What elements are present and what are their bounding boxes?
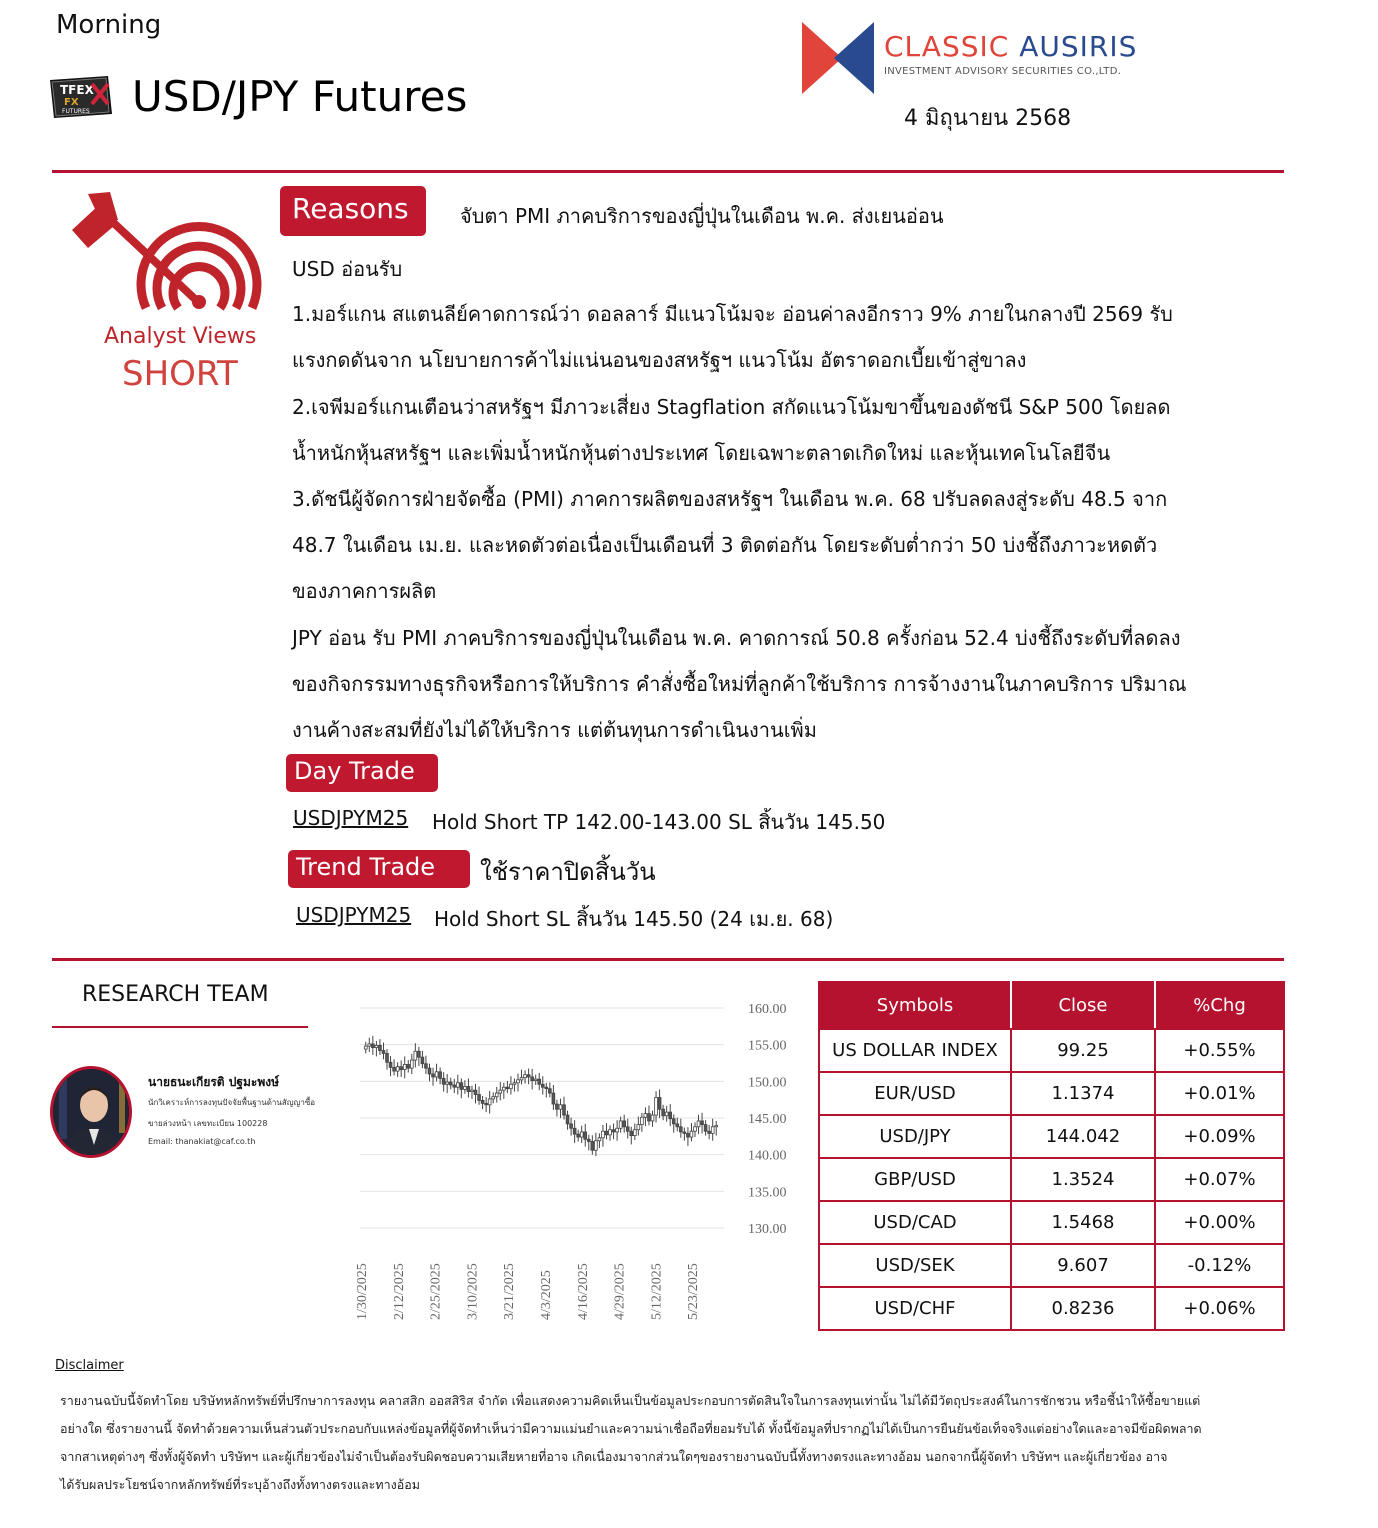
candle	[449, 1078, 452, 1090]
candle	[463, 1080, 466, 1094]
candle	[499, 1082, 502, 1100]
x-tick-label: 3/10/2025	[465, 1263, 481, 1320]
candle	[520, 1070, 523, 1085]
chart-x-ticks	[355, 1263, 701, 1320]
candle	[534, 1075, 537, 1085]
candle	[609, 1125, 612, 1140]
y-tick-label: 155.00	[748, 1038, 787, 1054]
column-header-close: Close	[1011, 982, 1155, 1029]
candle	[400, 1060, 403, 1077]
candle	[602, 1125, 605, 1147]
reasons-badge: Reasons	[280, 186, 426, 236]
cell-chg: +0.55%	[1155, 1029, 1284, 1072]
x-tick-label: 2/25/2025	[428, 1263, 444, 1320]
reason-line: 3.ดัชนีผู้จัดการฝ่ายจัดซื้อ (PMI) ภาคการผลิตของสหรัฐฯ ในเดือน พ.ค. 68 ปรับลดลงสู่ระดับ 48.5 จาก	[292, 487, 1168, 511]
candle	[478, 1086, 481, 1104]
candle	[474, 1084, 477, 1103]
candle	[548, 1082, 551, 1097]
reason-line: 48.7 ในเดือน เม.ย. และหดตัวต่อเนื่องเป็นเดือนที่ 3 ติดต่อกัน โดยระดับต่ำกว่า 50 บ่งชี้ถึงภาวะหดตัว	[292, 533, 1158, 557]
svg-text:FX: FX	[64, 97, 79, 108]
cell-symbol: USD/CHF	[819, 1287, 1011, 1330]
analyst-avatar	[50, 1066, 132, 1158]
candle	[690, 1123, 693, 1141]
candle	[421, 1051, 424, 1068]
chart-y-ticks	[748, 1002, 787, 1237]
candle	[584, 1124, 587, 1147]
classic-ausiris-logo	[802, 22, 874, 94]
candle	[676, 1118, 679, 1132]
candle	[485, 1097, 488, 1112]
candle	[495, 1087, 498, 1103]
column-header-symbols: Symbols	[819, 982, 1011, 1029]
session-label: Morning	[56, 10, 162, 40]
cell-symbol: USD/SEK	[819, 1244, 1011, 1287]
report-date: 4 มิถุนายน 2568	[904, 106, 1072, 131]
cell-close: 99.25	[1011, 1029, 1155, 1072]
candle	[471, 1086, 474, 1099]
candle	[364, 1042, 367, 1054]
candle	[616, 1120, 619, 1141]
candle	[368, 1038, 371, 1052]
candle	[669, 1104, 672, 1126]
candle	[570, 1118, 573, 1136]
candle	[510, 1076, 513, 1094]
candle	[566, 1111, 569, 1130]
trend-trade-badge: Trend Trade	[288, 850, 470, 888]
x-tick-label: 3/21/2025	[502, 1263, 518, 1320]
x-tick-label: 1/30/2025	[355, 1263, 370, 1320]
header-divider	[52, 170, 1284, 173]
candle	[679, 1119, 682, 1138]
analyst-position: SHORT	[122, 354, 238, 394]
research-team-underline	[52, 1026, 308, 1028]
y-tick-label: 145.00	[748, 1112, 787, 1127]
table-row	[819, 1158, 1284, 1201]
candle	[492, 1092, 495, 1103]
tfex-logo	[46, 74, 116, 120]
candle	[432, 1068, 435, 1086]
candle	[389, 1056, 392, 1076]
target-dart-icon	[62, 190, 272, 330]
cell-chg: +0.00%	[1155, 1201, 1284, 1244]
reason-line: งานค้างสะสมที่ยังไม่ได้ให้บริการ แต่ต้นทุนการดำเนินงานเพิ่ม	[292, 718, 817, 742]
candle	[612, 1124, 615, 1140]
cell-chg: -0.12%	[1155, 1244, 1284, 1287]
table-row	[819, 1029, 1284, 1072]
candle	[435, 1064, 438, 1082]
y-tick-label: 140.00	[748, 1148, 787, 1164]
table-row	[819, 1244, 1284, 1287]
x-tick-label: 2/12/2025	[391, 1263, 407, 1320]
candle	[556, 1100, 559, 1117]
candle	[708, 1125, 711, 1139]
candle	[538, 1073, 541, 1090]
candle	[386, 1049, 389, 1070]
candle	[425, 1056, 428, 1074]
x-tick-label: 4/3/2025	[539, 1270, 554, 1320]
cell-chg: +0.01%	[1155, 1072, 1284, 1115]
cell-chg: +0.09%	[1155, 1115, 1284, 1158]
table-row	[819, 1072, 1284, 1115]
candle	[417, 1047, 420, 1066]
candle	[665, 1106, 668, 1122]
candle	[694, 1122, 697, 1137]
cell-close: 1.1374	[1011, 1072, 1155, 1115]
candle	[637, 1117, 640, 1136]
table-row	[819, 1287, 1284, 1330]
brand-name-first: CLASSIC	[884, 30, 1020, 63]
reason-line: JPY อ่อน รับ PMI ภาคบริการของญี่ปุ่นในเดือน พ.ค. คาดการณ์ 50.8 ครั้งก่อน 52.4 บ่งชี้ถึงระดับที่ลดลง	[292, 626, 1181, 650]
candle	[552, 1085, 555, 1110]
brand-name-second: AUSIRIS	[1019, 30, 1138, 63]
candle	[704, 1120, 707, 1135]
brand-subtitle: INVESTMENT ADVISORY SECURITIES CO.,LTD.	[884, 66, 1122, 77]
candle	[640, 1113, 643, 1132]
candle	[446, 1074, 449, 1093]
trend-trade-recommendation: Hold Short SL สิ้นวัน 145.50 (24 เม.ย. 68)	[434, 907, 834, 931]
x-tick-label: 5/12/2025	[649, 1263, 665, 1320]
candle	[619, 1117, 622, 1133]
research-team-title: RESEARCH TEAM	[82, 982, 269, 1007]
candle	[715, 1121, 718, 1136]
reason-line: 2.เจพีมอร์แกนเตือนว่าสหรัฐฯ มีภาวะเสี่ยง Stagflation สกัดแนวโน้มขาขึ้นของดัชนี S&P 500 โดยลด	[292, 395, 1171, 419]
disclaimer-title: Disclaimer	[55, 1358, 124, 1373]
candle	[701, 1113, 704, 1134]
analyst-views-label: Analyst Views	[104, 324, 257, 349]
candle	[633, 1124, 636, 1141]
cell-symbol: US DOLLAR INDEX	[819, 1029, 1011, 1072]
analyst-email: Email: thanakiat@caf.co.th	[148, 1137, 256, 1146]
usdjpy-price-chart	[352, 996, 808, 1328]
trend-trade-note: ใช้ราคาปิดสิ้นวัน	[480, 858, 656, 886]
candle	[573, 1120, 576, 1143]
cell-symbol: USD/JPY	[819, 1115, 1011, 1158]
trend-trade-symbol: USDJPYM25	[296, 903, 412, 927]
candle	[541, 1076, 544, 1094]
y-tick-label: 130.00	[748, 1222, 787, 1237]
disclaimer-line: ได้รับผลประโยชน์จากหลักทรัพย์ที่ระบุอ้างถึงทั้งทางตรงและทางอ้อม	[60, 1477, 420, 1492]
candle	[410, 1054, 413, 1074]
cell-symbol: EUR/USD	[819, 1072, 1011, 1115]
candle	[531, 1069, 534, 1090]
candle	[517, 1074, 520, 1092]
x-tick-label: 4/29/2025	[612, 1263, 628, 1320]
day-trade-recommendation: Hold Short TP 142.00-143.00 SL สิ้นวัน 145.50	[432, 810, 886, 834]
table-row	[819, 1201, 1284, 1244]
person-icon	[53, 1069, 132, 1158]
day-trade-badge: Day Trade	[286, 754, 438, 792]
cell-chg: +0.07%	[1155, 1158, 1284, 1201]
cell-close: 9.607	[1011, 1244, 1155, 1287]
y-tick-label: 160.00	[748, 1002, 787, 1017]
svg-text:TFEX: TFEX	[60, 83, 94, 97]
table-header-row	[819, 982, 1284, 1029]
reason-line: น้ำหนักหุ้นสหรัฐฯ และเพิ่มน้ำหนักหุ้นต่างประเทศ โดยเฉพาะตลาดเกิดใหม่ และหุ้นเทคโนโลยีจีน	[292, 441, 1111, 465]
candle	[672, 1114, 675, 1132]
reasons-headline: จับตา PMI ภาคบริการของญี่ปุ่นในเดือน พ.ค. ส่งเยนอ่อน	[460, 204, 944, 228]
candle	[481, 1096, 484, 1109]
candle	[371, 1036, 374, 1055]
candle	[403, 1056, 406, 1078]
cell-close: 144.042	[1011, 1115, 1155, 1158]
x-tick-label: 4/16/2025	[575, 1263, 591, 1320]
analyst-name: นายธนะเกียรติ ปฐมะพงษ์	[148, 1075, 280, 1089]
y-tick-label: 135.00	[748, 1185, 787, 1201]
candle	[502, 1083, 505, 1099]
candle	[658, 1089, 661, 1118]
disclaimer-line: อย่างใด ซึ่งรายงานนี้ จัดทำด้วยความเห็นส่วนตัวประกอบกับแหล่งข้อมูลที่ผู้จัดทำเห็นว่ามีความแม่นยำและความน่าเชื่อถือที่ยอมรับได้ ทั้งนี้ข้อมูลที่ปรากฏไม่ได้เป็นการยืนยันข้อเท็จจริงแต่อย่างใดและอาจมีข้อผิดพลาด	[60, 1421, 1202, 1436]
brand-name	[884, 30, 1137, 63]
reason-line: แรงกดดันจาก นโยบายการค้าไม่แน่นอนของสหรัฐฯ แนวโน้ม อัตราดอกเบี้ยเข้าสู่ขาลง	[292, 348, 1027, 372]
analyst-role: นักวิเคราะห์การลงทุนปัจจัยพื้นฐานด้านสัญญาซื้อ	[148, 1098, 316, 1107]
reason-line: ของกิจกรรมทางธุรกิจหรือการให้บริการ คำสั่งซื้อใหม่ที่ลูกค้าใช้บริการ การจ้างงานในภาคบริการ ปริมาณ	[292, 672, 1187, 696]
cell-symbol: USD/CAD	[819, 1201, 1011, 1244]
chart-candles	[364, 1036, 717, 1156]
candle	[428, 1064, 431, 1082]
table-row	[819, 1115, 1284, 1158]
candle	[513, 1078, 516, 1091]
market-summary-table	[818, 981, 1285, 1331]
x-tick-label: 5/23/2025	[686, 1263, 702, 1320]
column-header-chg: %Chg	[1155, 982, 1284, 1029]
svg-text:FUTURES: FUTURES	[62, 108, 90, 115]
candle	[563, 1097, 566, 1120]
candle	[598, 1133, 601, 1148]
candle	[559, 1099, 562, 1118]
candle	[594, 1133, 597, 1156]
candle	[442, 1072, 445, 1091]
section-divider	[52, 958, 1284, 961]
candle	[414, 1043, 417, 1067]
candle	[407, 1060, 410, 1072]
candle	[545, 1083, 548, 1098]
cell-close: 1.3524	[1011, 1158, 1155, 1201]
candle	[626, 1119, 629, 1139]
candle	[488, 1091, 491, 1114]
candle	[687, 1127, 690, 1146]
candle	[591, 1135, 594, 1154]
candle	[379, 1039, 382, 1055]
day-trade-symbol: USDJPYM25	[293, 806, 409, 830]
analyst-license: ขายล่วงหน้า เลขทะเบียน 100228	[148, 1119, 268, 1128]
candle	[644, 1107, 647, 1126]
candle	[648, 1106, 651, 1126]
candle	[456, 1075, 459, 1095]
reason-line: ของภาคการผลิต	[292, 579, 437, 603]
candle	[605, 1123, 608, 1139]
candle	[711, 1119, 714, 1141]
candle	[375, 1041, 378, 1056]
candle	[577, 1130, 580, 1142]
candle	[630, 1127, 633, 1145]
candle	[393, 1059, 396, 1075]
cell-close: 1.5468	[1011, 1201, 1155, 1244]
reason-line: 1.มอร์แกน สแตนลีย์คาดการณ์ว่า ดอลลาร์ มีแนวโน้มจะ อ่อนค่าลงอีกราว 9% ภายในกลางปี 2569 รับ	[292, 302, 1173, 326]
disclaimer-line: จากสาเหตุต่างๆ ซึ่งทั้งผู้จัดทำ บริษัทฯ และผู้เกี่ยวข้องไม่จำเป็นต้องรับผิดชอบความเสียหายที่อาจ เกิดเนื่องมาจากส่วนใดๆของรายงานฉบับนี้ทั้งทางตรงและทางอ้อม นอกจากนี้ผู้จัดทำ บริษัทฯ และผู้เกี่ยวข้อง อาจ	[60, 1449, 1168, 1464]
cell-close: 0.8236	[1011, 1287, 1155, 1330]
cell-symbol: GBP/USD	[819, 1158, 1011, 1201]
candle	[506, 1081, 509, 1093]
candle	[396, 1062, 399, 1077]
y-tick-label: 150.00	[748, 1075, 787, 1091]
candle	[580, 1126, 583, 1143]
candle	[587, 1135, 590, 1150]
candle	[683, 1128, 686, 1141]
page-title: USD/JPY Futures	[132, 72, 468, 121]
cell-chg: +0.06%	[1155, 1287, 1284, 1330]
candle	[623, 1115, 626, 1133]
disclaimer-line: รายงานฉบับนี้จัดทำโดย บริษัทหลักทรัพย์ที่ปรึกษาการลงทุน คลาสสิก ออสสิริส จำกัด เพื่อแสดงความคิดเห็นเป็นข้อมูลประกอบการตัดสินใจในการลงทุนเท่านั้น ไม่ได้มีวัตถุประสงค์ในการชักชวน หรือชี้นำให้ซื้อขายแต่	[60, 1393, 1201, 1408]
reason-line: USD อ่อนรับ	[292, 257, 403, 281]
candle	[527, 1069, 530, 1085]
candle	[651, 1111, 654, 1127]
